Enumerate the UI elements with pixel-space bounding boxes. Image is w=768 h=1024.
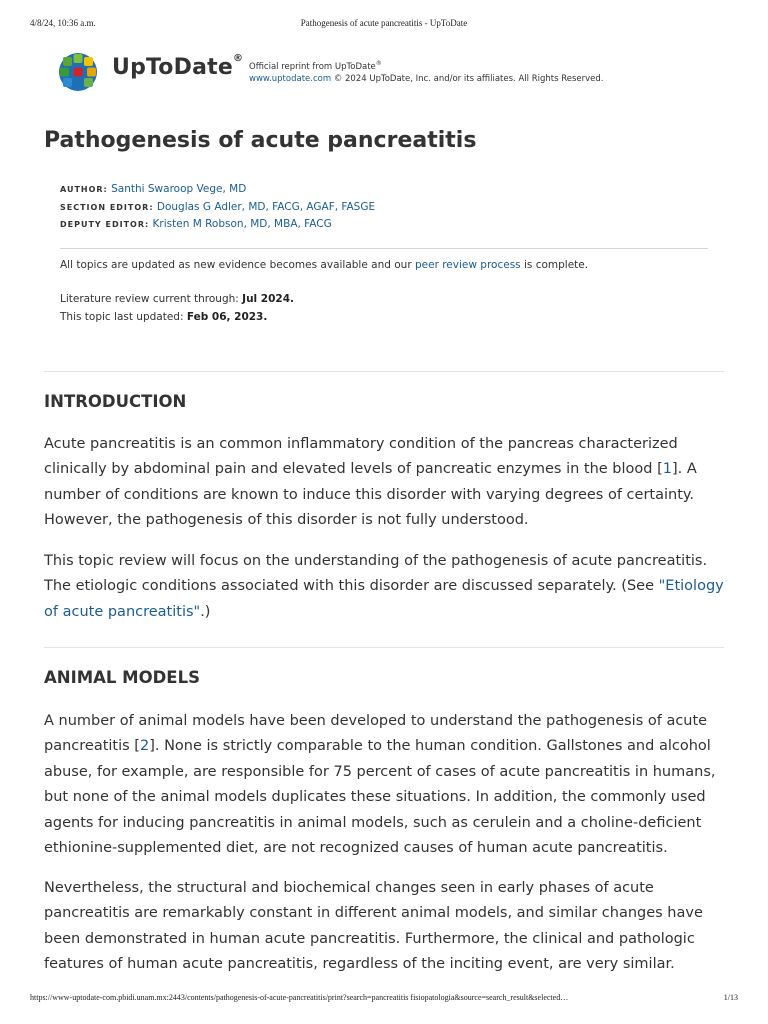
brand-name: UpToDate® bbox=[112, 53, 244, 80]
literature-review-date: Literature review current through: Jul 2024. bbox=[60, 293, 295, 305]
paragraph: A number of animal models have been developed to understand the pathogenesis of acute pancreatitis [2]. None is strictly comparable to the human condition. Gallstones and alcohol abuse, for example, are responsible for 75 percent of cases of acute pancreatitis in humans, but none of the animal models duplicates these situations. In addition, the commonly used agents for inducing pancreatitis in animal models, such as cerulein and a choline-deficient ethionine-supplemented diet, are not recognized causes of human acute pancreatitis. bbox=[44, 713, 716, 857]
divider bbox=[44, 647, 724, 648]
reprint-line: Official reprint from UpToDate bbox=[249, 61, 376, 72]
uptodate-logo-icon bbox=[58, 52, 98, 92]
section-heading-animal-models: ANIMAL MODELS bbox=[44, 668, 200, 687]
paragraph: Nevertheless, the structural and biochemical changes seen in early phases of acute pancreatitis are remarkably constant in different animal models, and similar changes have been demonstrated in human acute pancreatitis. Furthermore, the clinical and pathologic features of human acute pancreatitis, regardless of the inciting event, are very similar. bbox=[44, 880, 703, 973]
print-footer bbox=[30, 993, 738, 1005]
page-title: Pathogenesis of acute pancreatitis bbox=[44, 128, 477, 153]
paragraph: This topic review will focus on the understanding of the pathogenesis of acute pancreatitis. The etiologic conditions associated with this disorder are discussed separately. (See "Etiology of acute pancreatitis".) bbox=[44, 553, 724, 620]
print-doc-title: Pathogenesis of acute pancreatitis - UpToDate bbox=[300, 18, 468, 28]
byline-author: AUTHOR: Santhi Swaroop Vege, MD bbox=[60, 183, 247, 195]
reprint-info: Official reprint from UpToDate® www.uptodate.com © 2024 UpToDate, Inc. and/or its affiliates. All Rights Reserved. bbox=[249, 60, 604, 84]
divider bbox=[44, 371, 724, 372]
page-number: 1/13 bbox=[723, 993, 738, 1002]
byline-deputy-editor: DEPUTY EDITOR: Kristen M Robson, MD, MBA, FACG bbox=[60, 218, 332, 230]
website-link[interactable]: www.uptodate.com bbox=[249, 73, 332, 84]
peer-review-link[interactable]: peer review process bbox=[414, 259, 521, 271]
paragraph: Acute pancreatitis is an common inflammatory condition of the pancreas characterized clinically by abdominal pain and elevated levels of pancreatic enzymes in the blood [1]. A number of conditions are known to induce this disorder with varying degrees of certainty. However, the pathogenesis of this disorder is not fully understood. bbox=[44, 436, 697, 529]
last-updated-date: This topic last updated: Feb 06, 2023. bbox=[60, 310, 268, 323]
copyright-text: © 2024 UpToDate, Inc. and/or its affiliates. All Rights Reserved. bbox=[331, 73, 604, 84]
bylines bbox=[60, 181, 375, 234]
print-datetime: 4/8/24, 10:36 a.m. bbox=[30, 18, 96, 28]
reference-link[interactable]: 2 bbox=[139, 738, 150, 755]
section-heading-introduction: INTRODUCTION bbox=[44, 392, 187, 411]
print-header bbox=[30, 18, 738, 32]
review-dates bbox=[60, 291, 294, 326]
update-notice: All topics are updated as new evidence becomes available and our peer review process is complete. bbox=[60, 259, 589, 271]
section-editor-link[interactable]: Douglas G Adler, MD, FACG, AGAF, FASGE bbox=[156, 200, 376, 213]
print-url: https://www-uptodate-com.pbidi.unam.mx:2443/contents/pathogenesis-of-acute-pancreatitis/print?search=pancreatitis fisiopatologia&source=search_result&selected… bbox=[30, 993, 569, 1002]
reference-link[interactable]: 1 bbox=[662, 461, 672, 478]
deputy-editor-link[interactable]: Kristen M Robson, MD, MBA, FACG bbox=[152, 218, 332, 230]
byline-section-editor: SECTION EDITOR: Douglas G Adler, MD, FACG, AGAF, FASGE bbox=[60, 200, 376, 213]
divider bbox=[60, 248, 708, 249]
author-link[interactable]: Santhi Swaroop Vege, MD bbox=[111, 183, 247, 195]
etiology-link[interactable]: "Etiology of acute pancreatitis" bbox=[44, 578, 724, 620]
